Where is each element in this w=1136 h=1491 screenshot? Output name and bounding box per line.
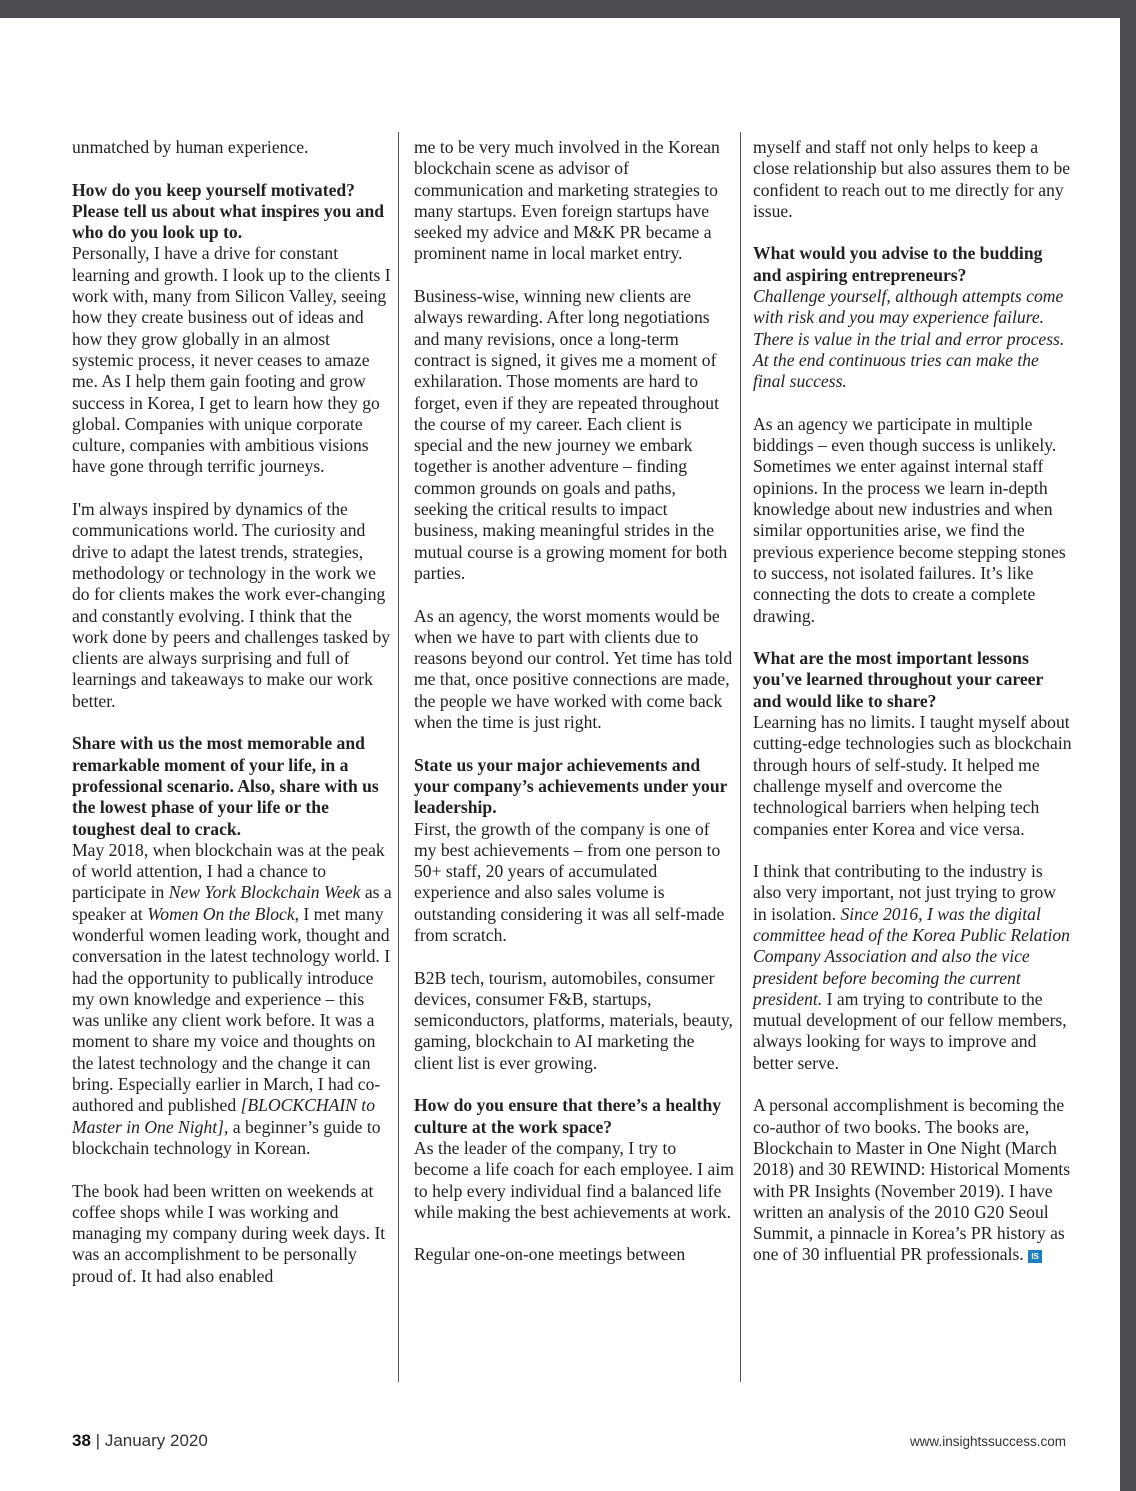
- paragraph: As an agency we participate in multiple biddings – even though success is unlikely. Sometimes we enter against internal staff opinions. In the process we learn in-depth knowledge about new industries and when similar opportunities arise, we find the previous experience become stepping stones to success, not isolated failures. It’s like connecting the dots to create a complete drawing.: [753, 413, 1066, 626]
- end-of-article-icon: IS: [1028, 1250, 1042, 1263]
- question-heading: What would you advise to the budding and aspiring entrepreneurs?: [753, 243, 1043, 285]
- paragraph: I'm always inspired by dynamics of the communications world. The curiosity and drive to adapt the latest trends, strategies, methodology or technology in the work we do for clients makes the work ever-changing and constantly evolving. I think that the work done by peers and challenges tasked by clients are always surprising and full of learnings and takeaways to make our work better.: [72, 499, 391, 711]
- answer-text: , a beginner’s guide to blockchain technology in Korean.: [72, 1116, 381, 1158]
- paragraph: [753, 1095, 1073, 1265]
- right-frame-bar: [1120, 0, 1136, 1491]
- paragraph: As an agency, the worst moments would be when we have to part with clients due to reasons beyond our control. Yet time has told me that, once positive connections are made, the people we have worked with come back when the time is just right.: [414, 605, 733, 733]
- interview-question-block: [414, 1095, 734, 1223]
- paragraph: Business-wise, winning new clients are always rewarding. After long negotiations and many revisions, once a long-term contract is signed, it gives me a moment of exhilaration. Those moments are hard to forget, even if they are repeated throughout the course of my career. Each client is special and the new journey we embark together is another adventure – finding common grounds on goals and paths, seeking the critical results to impact business, making meaningful strides in the mutual course is a growing moment for both parties.: [414, 286, 728, 583]
- issue-date: January 2020: [104, 1431, 208, 1450]
- answer-text: I am trying to contribute to the mutual development of our fellow members, always looking for ways to improve and better serve.: [753, 988, 1067, 1073]
- event-name: New York Blockchain Week: [168, 882, 361, 903]
- answer-text: , I met many wonderful women leading work, thought and conversation in the latest technology world. I had the opportunity to publically introduce my own knowledge and experience – this was unlike any client work before. It was a moment to share my voice and thoughts on the latest technology and the change it can bring. Especially earlier in March, I had co-authored and published: [72, 903, 391, 1116]
- interview-question-block: [72, 733, 392, 1159]
- answer-text: as a speaker at: [72, 882, 392, 924]
- question-heading: What are the most important lessons you've learned throughout your career and would like to share?: [753, 648, 1043, 711]
- interview-question-block: [72, 180, 392, 478]
- paragraph: [753, 861, 1073, 1074]
- answer-text: A personal accomplishment is becoming the co-author of two books. The books are, Blockchain to Master in One Night (March 2018) and 30 REWIND: Historical Moments with PR Insights (November 2019). I have written an analysis of the 2010 G20 Seoul Summit, a pinnacle in Korea’s PR history as one of 30 influential PR professionals.: [753, 1095, 1071, 1265]
- paragraph: unmatched by human experience.: [72, 137, 309, 157]
- answer-text: Personally, I have a drive for constant learning and growth. I look up to the clients I work with, many from Silicon Valley, seeing how they create business out of ideas and how they grow globally in an almost systemic process, it never ceases to amaze me. As I help them gain footing and grow success in Korea, I get to learn how they go global. Companies with unique corporate culture, companies with ambitious visions have gone through terrific journeys.: [72, 243, 391, 477]
- question-heading: How do you ensure that there’s a healthy culture at the work space?: [414, 1095, 722, 1137]
- page-number: 38: [72, 1431, 91, 1450]
- answer-text: First, the growth of the company is one of my best achievements – from one person to 50+ staff, 20 years of accumulated experience and also sales volume is outstanding considering it was all self-made from scratch.: [414, 818, 725, 945]
- paragraph: myself and staff not only helps to keep a close relationship but also assures them to be confident to reach out to me directly for any issue.: [753, 137, 1071, 221]
- column-3: [753, 137, 1073, 1287]
- book-title: [BLOCKCHAIN to Master in One Night]: [72, 1095, 375, 1137]
- column-divider: [398, 132, 399, 1382]
- event-name: Women On the Block: [147, 903, 295, 924]
- interview-question-block: [414, 755, 734, 947]
- interview-question-block: [753, 648, 1073, 840]
- column-1: [72, 137, 392, 1308]
- answer-text: I think that contributing to the industry is also very important, not just trying to grow in isolation.: [753, 861, 1056, 924]
- page-footer-left: [72, 1431, 208, 1451]
- question-heading: How do you keep yourself motivated? Please tell us about what inspires you and who do you look up to.: [72, 179, 385, 243]
- answer-text: May 2018, when blockchain was at the peak of world attention, I had a chance to participate in: [72, 839, 385, 903]
- column-divider: [740, 132, 741, 1382]
- answer-text-italic: Challenge yourself, although attempts come with risk and you may experience failure. There is value in the trial and error process. At the end continuous tries can make the final success.: [753, 286, 1065, 392]
- answer-text: Learning has no limits. I taught myself about cutting-edge technologies such as blockchain through hours of self-study. It helped me challenge myself and overcome the technological barriers when helping tech companies enter Korea and vice versa.: [753, 712, 1072, 839]
- interview-question-block: [753, 243, 1073, 392]
- paragraph: me to be very much involved in the Korean blockchain scene as advisor of communication and marketing strategies to many startups. Even foreign startups have seeked my advice and M&K PR became a prominent name in local market entry.: [414, 137, 720, 264]
- website-url: www.insightssuccess.com: [909, 1434, 1066, 1449]
- paragraph: B2B tech, tourism, automobiles, consumer devices, consumer F&B, startups, semiconductors, platforms, materials, beauty, gaming, blockchain to AI marketing the client list is ever growing.: [414, 967, 733, 1073]
- paragraph: The book had been written on weekends at coffee shops while I was working and managing my company during week days. It was an accomplishment to be personally proud of. It had also enabled: [72, 1180, 386, 1286]
- question-heading: State us your major achievements and your company’s achievements under your leadership.: [414, 754, 728, 818]
- column-2: [414, 137, 734, 1287]
- footer-separator: |: [95, 1431, 101, 1450]
- paragraph: Regular one-on-one meetings between: [414, 1244, 686, 1265]
- top-frame-bar: [0, 0, 1136, 18]
- answer-text: As the leader of the company, I try to become a life coach for each employee. I aim to help every individual find a balanced life while making the best achievements at work.: [414, 1137, 734, 1222]
- answer-text-italic: Since 2016, I was the digital committee head of the Korea Public Relation Company Association and also the vice president before becoming the current president.: [753, 903, 1070, 1009]
- question-heading: Share with us the most memorable and remarkable moment of your life, in a professional scenario. Also, share with us the lowest phase of your life or the toughest deal to crack.: [72, 733, 379, 839]
